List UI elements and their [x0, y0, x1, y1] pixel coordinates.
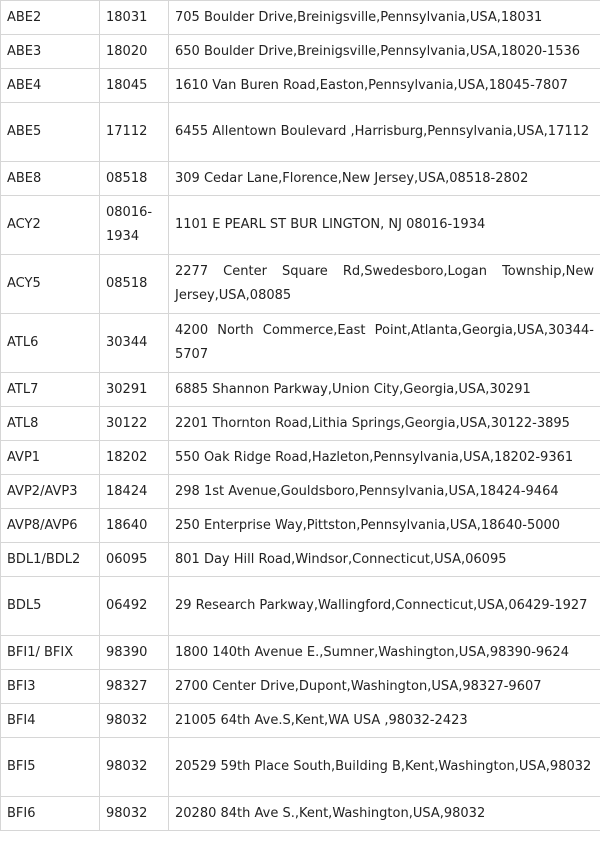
table-row	[1, 1, 600, 35]
warehouse-code-cell: ACY5	[1, 255, 100, 314]
warehouse-code-cell: BFI6	[1, 797, 100, 831]
zip-code-cell: 30344	[100, 314, 169, 373]
table-row	[1, 255, 600, 314]
warehouse-code-cell: ABE5	[1, 103, 100, 162]
address-cell: 21005 64th Ave.S,Kent,WA USA ,98032-2423	[169, 704, 600, 738]
warehouse-code-cell: AVP2/AVP3	[1, 475, 100, 509]
warehouse-code-cell: ACY2	[1, 196, 100, 255]
table-row	[1, 314, 600, 373]
address-cell: 2201 Thornton Road,Lithia Springs,Georgia,USA,30122-3895	[169, 407, 600, 441]
table-row	[1, 441, 600, 475]
address-cell: 298 1st Avenue,Gouldsboro,Pennsylvania,USA,18424-9464	[169, 475, 600, 509]
table-row	[1, 475, 600, 509]
warehouse-code-cell: BDL1/BDL2	[1, 543, 100, 577]
warehouse-code-cell: ABE3	[1, 35, 100, 69]
warehouse-code-cell: ATL7	[1, 373, 100, 407]
address-cell: 6885 Shannon Parkway,Union City,Georgia,USA,30291	[169, 373, 600, 407]
zip-code-cell: 08518	[100, 255, 169, 314]
warehouse-code-cell: AVP1	[1, 441, 100, 475]
zip-code-cell: 30291	[100, 373, 169, 407]
table-row	[1, 738, 600, 797]
table-row	[1, 196, 600, 255]
zip-code-cell: 18020	[100, 35, 169, 69]
table-row	[1, 373, 600, 407]
table-row	[1, 69, 600, 103]
zip-code-cell: 98032	[100, 704, 169, 738]
table-row	[1, 407, 600, 441]
table-row	[1, 577, 600, 636]
address-cell: 1610 Van Buren Road,Easton,Pennsylvania,USA,18045-7807	[169, 69, 600, 103]
address-cell: 4200 North Commerce,East Point,Atlanta,Georgia,USA,30344-5707	[169, 314, 600, 373]
table-row	[1, 670, 600, 704]
address-cell: 20280 84th Ave S.,Kent,Washington,USA,98032	[169, 797, 600, 831]
table-row	[1, 543, 600, 577]
zip-code-cell: 18031	[100, 1, 169, 35]
zip-code-cell: 17112	[100, 103, 169, 162]
warehouse-code-cell: BFI1/ BFIX	[1, 636, 100, 670]
zip-code-cell: 30122	[100, 407, 169, 441]
warehouse-code-cell: BFI4	[1, 704, 100, 738]
table-row	[1, 636, 600, 670]
zip-code-cell: 18424	[100, 475, 169, 509]
warehouse-code-cell: ATL6	[1, 314, 100, 373]
table-row	[1, 162, 600, 196]
zip-code-cell: 06095	[100, 543, 169, 577]
zip-code-cell: 18202	[100, 441, 169, 475]
zip-code-cell: 98390	[100, 636, 169, 670]
address-cell: 801 Day Hill Road,Windsor,Connecticut,USA,06095	[169, 543, 600, 577]
zip-code-cell: 08518	[100, 162, 169, 196]
zip-code-cell: 98032	[100, 738, 169, 797]
warehouse-code-cell: BFI3	[1, 670, 100, 704]
table-row	[1, 704, 600, 738]
address-cell: 250 Enterprise Way,Pittston,Pennsylvania,USA,18640-5000	[169, 509, 600, 543]
table-row	[1, 103, 600, 162]
address-cell: 29 Research Parkway,Wallingford,Connecticut,USA,06429-1927	[169, 577, 600, 636]
address-cell: 1101 E PEARL ST BUR LINGTON, NJ 08016-1934	[169, 196, 600, 255]
warehouse-code-cell: ABE4	[1, 69, 100, 103]
address-cell: 1800 140th Avenue E.,Sumner,Washington,USA,98390-9624	[169, 636, 600, 670]
table-row	[1, 797, 600, 831]
address-cell: 309 Cedar Lane,Florence,New Jersey,USA,08518-2802	[169, 162, 600, 196]
warehouse-code-cell: AVP8/AVP6	[1, 509, 100, 543]
address-cell: 2277 Center Square Rd,Swedesboro,Logan Township,New Jersey,USA,08085	[169, 255, 600, 314]
address-cell: 6455 Allentown Boulevard ,Harrisburg,Pennsylvania,USA,17112	[169, 103, 600, 162]
warehouse-code-cell: BFI5	[1, 738, 100, 797]
zip-code-cell: 06492	[100, 577, 169, 636]
warehouse-code-cell: ABE2	[1, 1, 100, 35]
address-cell: 20529 59th Place South,Building B,Kent,Washington,USA,98032	[169, 738, 600, 797]
zip-code-cell: 08016-1934	[100, 196, 169, 255]
warehouse-code-cell: ABE8	[1, 162, 100, 196]
table-row	[1, 35, 600, 69]
zip-code-cell: 18640	[100, 509, 169, 543]
address-cell: 650 Boulder Drive,Breinigsville,Pennsylvania,USA,18020-1536	[169, 35, 600, 69]
zip-code-cell: 18045	[100, 69, 169, 103]
address-cell: 705 Boulder Drive,Breinigsville,Pennsylvania,USA,18031	[169, 1, 600, 35]
address-cell: 2700 Center Drive,Dupont,Washington,USA,98327-9607	[169, 670, 600, 704]
warehouse-code-cell: ATL8	[1, 407, 100, 441]
warehouse-code-cell: BDL5	[1, 577, 100, 636]
address-cell: 550 Oak Ridge Road,Hazleton,Pennsylvania,USA,18202-9361	[169, 441, 600, 475]
zip-code-cell: 98032	[100, 797, 169, 831]
table-row	[1, 509, 600, 543]
zip-code-cell: 98327	[100, 670, 169, 704]
